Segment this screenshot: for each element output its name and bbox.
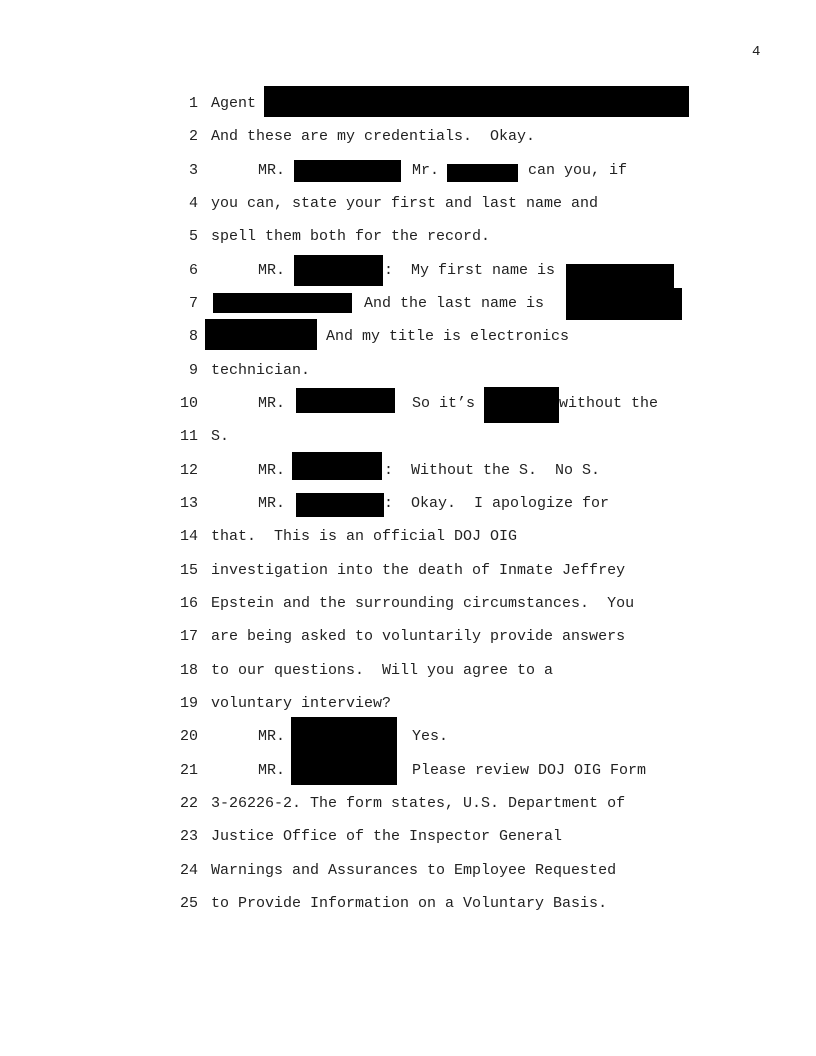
transcript-line-15: investigation into the death of Inmate Jeffrey bbox=[211, 562, 626, 579]
transcript-text: without the bbox=[559, 395, 659, 412]
transcript-line-23: Justice Office of the Inspector General bbox=[211, 828, 563, 845]
line-number: 7 bbox=[188, 295, 198, 312]
speaker-label: MR. bbox=[258, 462, 286, 479]
transcript-line-22: 3-26226-2. The form states, U.S. Department of bbox=[211, 795, 626, 812]
redaction-box bbox=[292, 452, 382, 480]
transcript-text: And my title is electronics bbox=[326, 328, 570, 345]
line-number: 25 bbox=[179, 895, 198, 912]
line-number: 23 bbox=[179, 828, 198, 845]
transcript-line-4: you can, state your first and last name and bbox=[211, 195, 599, 212]
transcript-text: Yes. bbox=[412, 728, 449, 745]
transcript-line-18: to our questions. Will you agree to a bbox=[211, 662, 554, 679]
transcript-line-1: Agent bbox=[211, 95, 257, 112]
transcript-text: : Okay. I apologize for bbox=[384, 495, 610, 512]
redaction-box bbox=[296, 493, 384, 517]
transcript-text: : My first name is bbox=[384, 262, 556, 279]
redaction-box bbox=[294, 160, 401, 182]
transcript-line-14: that. This is an official DOJ OIG bbox=[211, 528, 518, 545]
transcript-text: Please review DOJ OIG Form bbox=[412, 762, 647, 779]
line-number: 10 bbox=[179, 395, 198, 412]
speaker-label: MR. bbox=[258, 395, 286, 412]
line-number: 5 bbox=[188, 228, 198, 245]
transcript-text: can you, if bbox=[528, 162, 628, 179]
redaction-box bbox=[205, 319, 317, 350]
line-number: 19 bbox=[179, 695, 198, 712]
redaction-box bbox=[294, 255, 383, 286]
line-number: 11 bbox=[179, 428, 198, 445]
speaker-label: MR. bbox=[258, 162, 286, 179]
redaction-box bbox=[484, 387, 559, 423]
transcript-line-24: Warnings and Assurances to Employee Requested bbox=[211, 862, 617, 879]
transcript-line-17: are being asked to voluntarily provide answers bbox=[211, 628, 626, 645]
line-number: 15 bbox=[179, 562, 198, 579]
transcript-text: Mr. bbox=[412, 162, 440, 179]
line-number: 6 bbox=[188, 262, 198, 279]
transcript-line-16: Epstein and the surrounding circumstances. You bbox=[211, 595, 635, 612]
speaker-label: MR. bbox=[258, 262, 286, 279]
speaker-label: MR. bbox=[258, 728, 286, 745]
line-number: 2 bbox=[188, 128, 198, 145]
transcript-line-9: technician. bbox=[211, 362, 311, 379]
redaction-box bbox=[566, 264, 674, 288]
line-number: 20 bbox=[179, 728, 198, 745]
transcript-line-25: to Provide Information on a Voluntary Basis. bbox=[211, 895, 608, 912]
line-number: 3 bbox=[188, 162, 198, 179]
redaction-box bbox=[213, 293, 352, 313]
line-number: 9 bbox=[188, 362, 198, 379]
line-number: 24 bbox=[179, 862, 198, 879]
transcript-text: And the last name is bbox=[364, 295, 545, 312]
transcript-line-19: voluntary interview? bbox=[211, 695, 392, 712]
speaker-label: MR. bbox=[258, 762, 286, 779]
line-number: 13 bbox=[179, 495, 198, 512]
redaction-box bbox=[296, 388, 395, 413]
transcript-line-2: And these are my credentials. Okay. bbox=[211, 128, 536, 145]
redaction-box bbox=[264, 86, 689, 117]
transcript-line-5: spell them both for the record. bbox=[211, 228, 491, 245]
line-number: 1 bbox=[188, 95, 198, 112]
redaction-box bbox=[291, 717, 397, 785]
transcript-text: So it’s bbox=[412, 395, 476, 412]
redaction-box bbox=[566, 288, 682, 320]
line-number: 17 bbox=[179, 628, 198, 645]
line-number: 8 bbox=[188, 328, 198, 345]
speaker-label: MR. bbox=[258, 495, 286, 512]
line-number: 4 bbox=[188, 195, 198, 212]
redaction-box bbox=[447, 164, 518, 182]
transcript-line-11: S. bbox=[211, 428, 230, 445]
page-number: 4 bbox=[752, 44, 761, 60]
line-number: 12 bbox=[179, 462, 198, 479]
line-number: 21 bbox=[179, 762, 198, 779]
line-number: 14 bbox=[179, 528, 198, 545]
line-number: 16 bbox=[179, 595, 198, 612]
line-number: 18 bbox=[179, 662, 198, 679]
transcript-text: : Without the S. No S. bbox=[384, 462, 601, 479]
line-number: 22 bbox=[179, 795, 198, 812]
